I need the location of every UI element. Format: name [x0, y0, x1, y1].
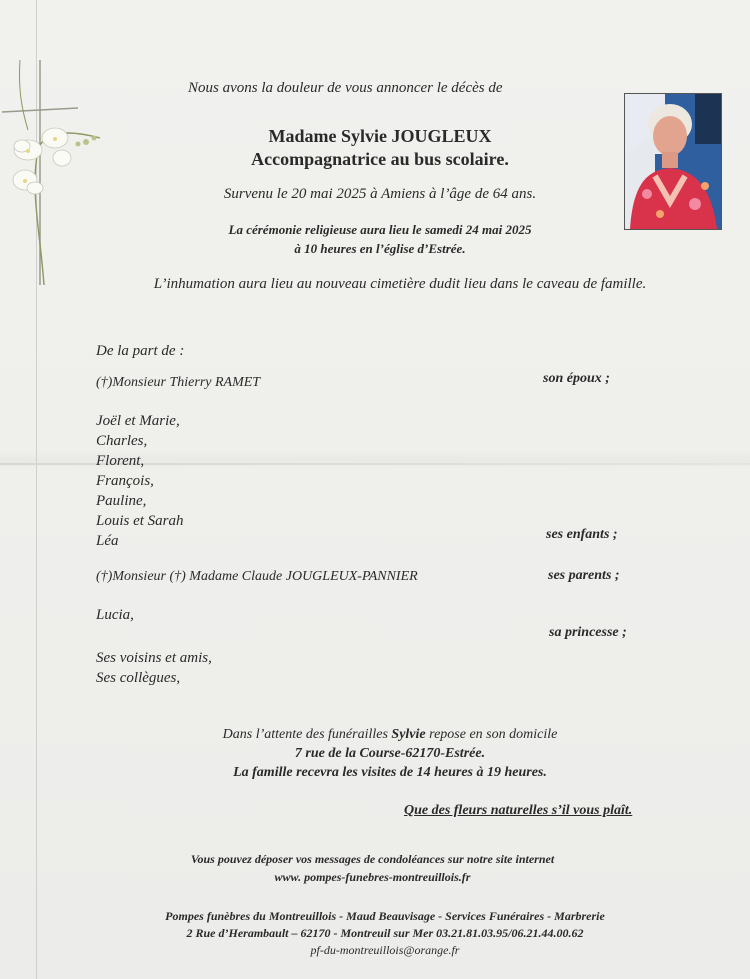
- princess-relation: sa princesse ;: [549, 625, 627, 640]
- others-list: [96, 648, 212, 688]
- others-entry: Ses collègues,: [96, 670, 181, 686]
- ceremony-line-2: à 10 heures en l’église d’Estrée.: [294, 241, 466, 256]
- princess-name: Lucia,: [96, 607, 134, 623]
- child-entry: Léa: [96, 533, 119, 549]
- burial-info: L’inhumation aura lieu au nouveau cimetière dudit lieu dans le caveau de famille.: [153, 276, 647, 292]
- rest-address: 7 rue de la Course-62170-Estrée.: [294, 746, 486, 761]
- orchid-cross-icon: [0, 50, 120, 290]
- from-label: De la part de :: [96, 343, 185, 359]
- child-entry: Joël et Marie,: [96, 413, 180, 429]
- flowers-notice: Que des fleurs naturelles s’il vous plaît.: [404, 803, 633, 818]
- deceased-name: Madame Sylvie JOUGLEUX: [268, 126, 492, 146]
- deceased-role: Accompagnatrice au bus scolaire.: [251, 149, 509, 169]
- ceremony-line-1: La cérémonie religieuse aura lieu le samedi 24 mai 2025: [228, 222, 532, 237]
- portrait-photo: [624, 93, 722, 230]
- others-entry: Ses voisins et amis,: [96, 650, 212, 666]
- visits-info: La famille recevra les visites de 14 heures à 19 heures.: [233, 765, 547, 780]
- child-entry: Pauline,: [96, 493, 147, 509]
- children-relation: ses enfants ;: [546, 527, 618, 542]
- child-entry: Louis et Sarah: [96, 513, 184, 529]
- footer-address: 2 Rue d’Herambault – 62170 - Montreuil sur Mer 03.21.81.03.95/06.21.44.00.62: [186, 926, 584, 940]
- child-entry: François,: [96, 473, 154, 489]
- rest-name: Sylvie: [391, 727, 426, 742]
- spouse-relation: son époux ;: [543, 371, 610, 386]
- footer-company: Pompes funèbres du Montreuillois - Maud Beauvisage - Services Funéraires - Marbrerie: [165, 909, 605, 923]
- footer-email[interactable]: pf-du-montreuillois@orange.fr: [310, 943, 460, 957]
- website-url[interactable]: www. pompes-funebres-montreuillois.fr: [274, 870, 471, 884]
- child-entry: Charles,: [96, 433, 148, 449]
- children-list: [96, 411, 184, 551]
- parents-name: (†)Monsieur (†) Madame Claude JOUGLEUX-PANNIER: [96, 569, 418, 584]
- parents-relation: ses parents ;: [548, 568, 620, 583]
- intro-text: Nous avons la douleur de vous annoncer le décès de: [188, 80, 503, 96]
- spouse-name: (†)Monsieur Thierry RAMET: [96, 375, 261, 390]
- rest-line: Dans l’attente des funérailles Sylvie repose en son domicile: [222, 727, 558, 742]
- condolences-text: Vous pouvez déposer vos messages de condoléances sur notre site internet: [190, 852, 555, 866]
- death-info: Survenu le 20 mai 2025 à Amiens à l’âge de 64 ans.: [223, 186, 537, 202]
- child-entry: Florent,: [96, 453, 145, 469]
